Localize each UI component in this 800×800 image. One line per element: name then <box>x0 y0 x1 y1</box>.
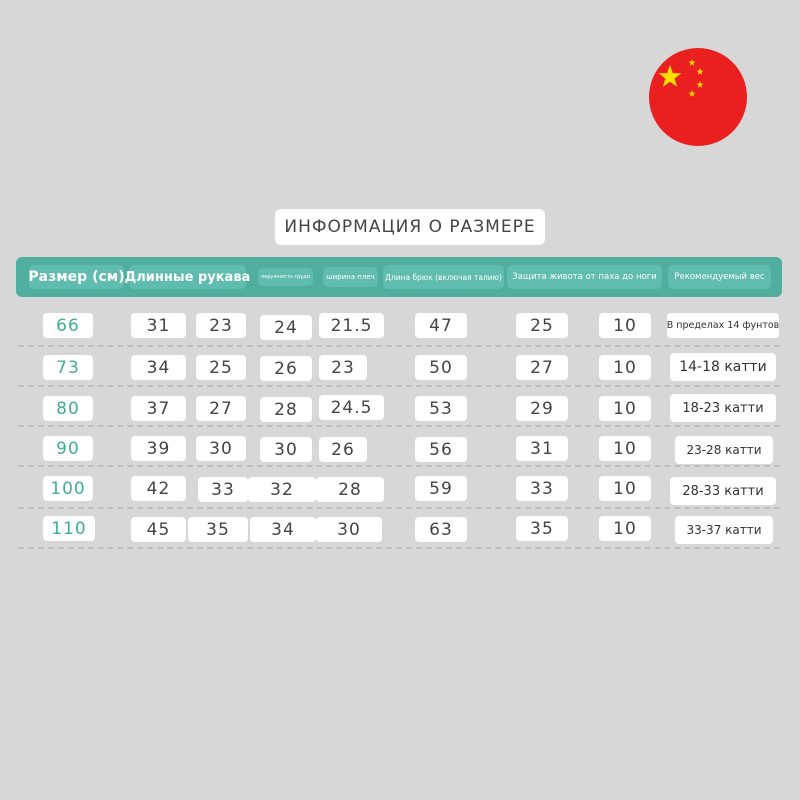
weight-value: 23-28 катти <box>675 436 773 464</box>
value-cell: 30 <box>196 436 246 461</box>
value-cell: 10 <box>599 313 651 338</box>
belly-value: 29 <box>516 396 568 421</box>
header-weight: Рекомендуемый вес <box>668 265 771 289</box>
row-separator <box>18 345 780 347</box>
value-cell: 10 <box>599 396 651 421</box>
size-value: 66 <box>43 313 93 338</box>
page-title: ИНФОРМАЦИЯ О РАЗМЕРЕ <box>275 209 545 245</box>
row-separator <box>18 425 780 427</box>
header-belly: Защита живота от паха до ноги <box>507 265 662 289</box>
value-cell: 28 <box>316 477 384 502</box>
row-separator <box>18 465 780 467</box>
value-cell: 26 <box>319 437 367 462</box>
value-cell: 10 <box>599 436 651 461</box>
value-cell: 33 <box>198 477 248 502</box>
row-separator <box>18 547 780 549</box>
value-cell: 24 <box>260 315 312 340</box>
value-cell: 30 <box>316 517 382 542</box>
pants-value: 56 <box>415 437 467 462</box>
size-value: 80 <box>43 396 93 421</box>
sleeve-value: 34 <box>131 355 186 380</box>
value-cell: 34 <box>250 517 316 542</box>
value-cell: 24.5 <box>319 395 384 420</box>
value-cell: 23 <box>319 355 367 380</box>
weight-value: В пределах 14 фунтов <box>667 313 779 338</box>
pants-value: 59 <box>415 476 467 501</box>
size-value: 100 <box>43 476 93 501</box>
pants-value: 63 <box>415 517 467 542</box>
weight-value: 14-18 катти <box>670 353 776 381</box>
value-cell: 28 <box>260 397 312 422</box>
header-shoulder: ширина плеч <box>323 267 378 287</box>
row-separator <box>18 507 780 509</box>
weight-value: 18-23 катти <box>670 394 776 422</box>
size-value: 90 <box>43 436 93 461</box>
header-sleeves: Длинные рукава <box>129 265 246 289</box>
china-flag-icon <box>649 48 747 146</box>
value-cell: 10 <box>599 476 651 501</box>
belly-value: 31 <box>516 436 568 461</box>
belly-value: 27 <box>516 355 568 380</box>
sleeve-value: 45 <box>131 517 186 542</box>
pants-value: 50 <box>415 355 467 380</box>
pants-value: 47 <box>415 313 467 338</box>
size-value: 73 <box>43 355 93 380</box>
belly-value: 33 <box>516 476 568 501</box>
value-cell: 21.5 <box>319 313 384 338</box>
china-flag-stars <box>649 48 747 146</box>
value-cell: 27 <box>196 396 246 421</box>
value-cell: 23 <box>196 313 246 338</box>
sleeve-value: 42 <box>131 476 186 501</box>
header-size: Размер (см) <box>29 265 124 289</box>
sleeve-value: 37 <box>131 396 186 421</box>
header-chest: окружность груди <box>258 268 313 286</box>
value-cell: 30 <box>260 437 312 462</box>
sleeve-value: 31 <box>131 313 186 338</box>
value-cell: 10 <box>599 516 651 541</box>
belly-value: 25 <box>516 313 568 338</box>
table-header <box>16 257 782 297</box>
pants-value: 53 <box>415 396 467 421</box>
value-cell: 35 <box>188 517 248 542</box>
weight-value: 33-37 катти <box>675 516 773 544</box>
value-cell: 32 <box>248 477 316 502</box>
belly-value: 35 <box>516 516 568 541</box>
row-separator <box>18 385 780 387</box>
value-cell: 25 <box>196 355 246 380</box>
sleeve-value: 39 <box>131 436 186 461</box>
value-cell: 26 <box>260 356 312 381</box>
value-cell: 10 <box>599 355 651 380</box>
size-value: 110 <box>43 516 95 541</box>
header-pants: Длина брюк (включая талию) <box>383 265 504 289</box>
weight-value: 28-33 катти <box>670 477 776 505</box>
